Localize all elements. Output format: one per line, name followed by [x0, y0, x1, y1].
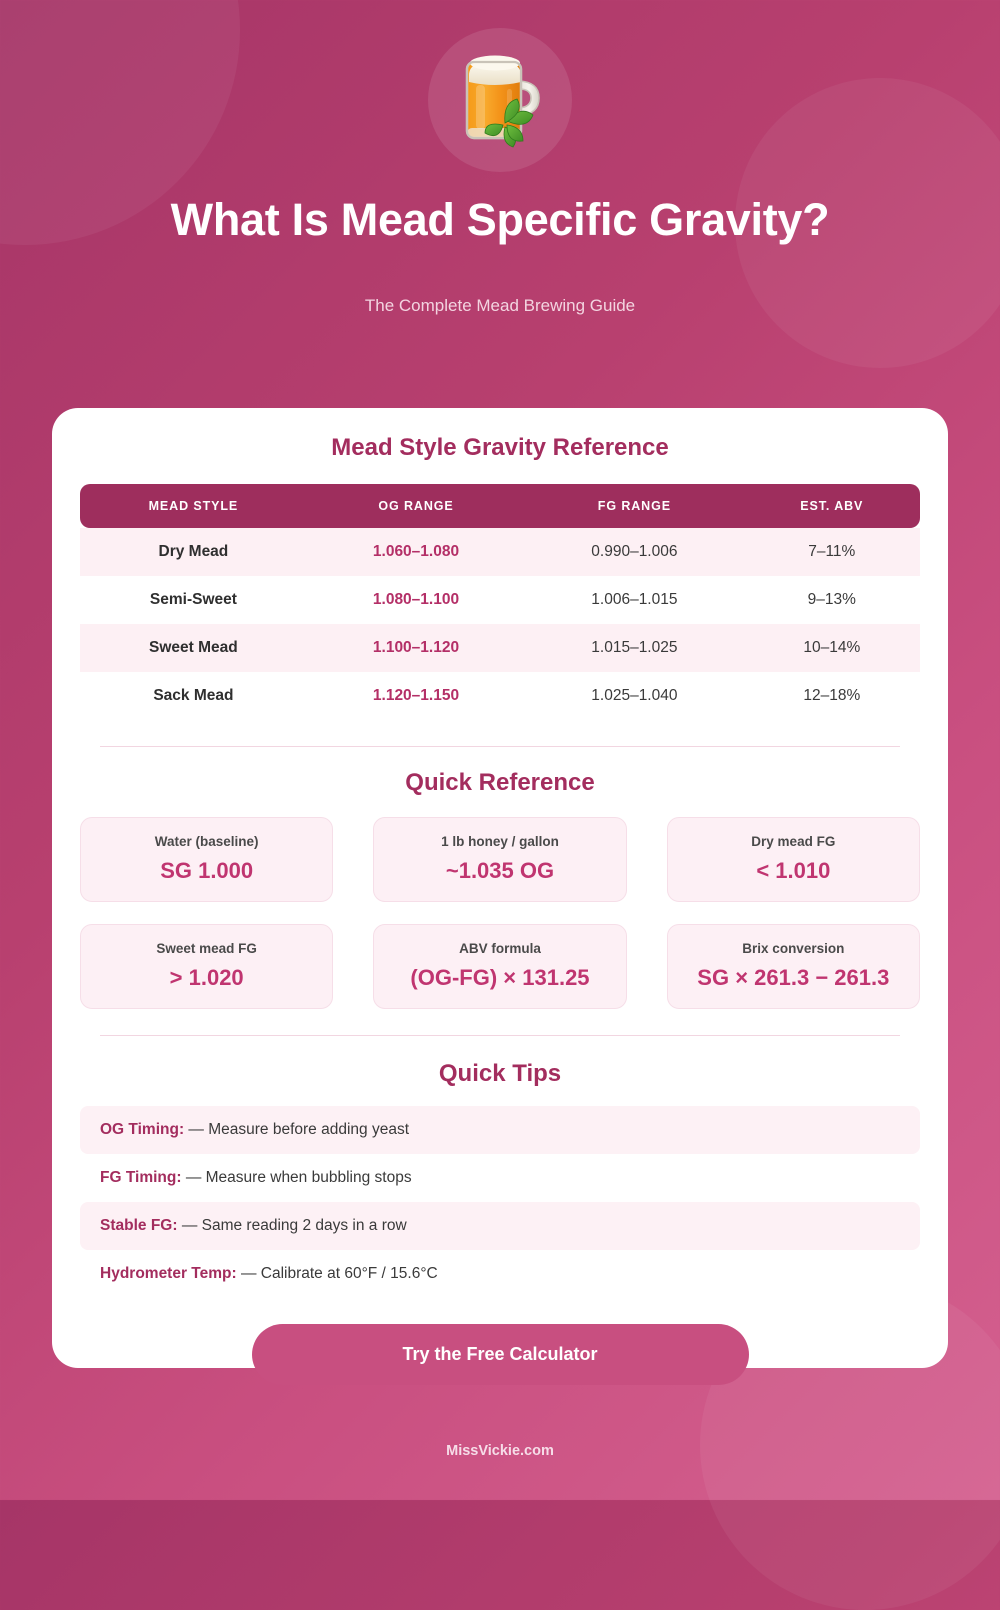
card-value: < 1.010 — [756, 858, 831, 883]
mead-style-gravity-table — [80, 484, 920, 720]
tip-key: FG Timing: — [100, 1169, 182, 1186]
cell-og-range: 1.100–1.120 — [307, 624, 525, 672]
section-divider — [100, 1035, 900, 1036]
quick-reference-card — [80, 817, 333, 902]
cell-est-abv: 7–11% — [744, 528, 920, 576]
card-label: Sweet mead FG — [156, 941, 257, 956]
card-value: (OG-FG) × 131.25 — [410, 965, 590, 990]
quick-reference-card — [373, 817, 626, 902]
cell-og-range: 1.120–1.150 — [372, 687, 460, 704]
cell-est-abv: 10–14% — [744, 624, 920, 672]
column-header-mead-style: MEAD STYLE — [80, 484, 307, 528]
quick-reference-card — [80, 924, 333, 1009]
card-value: > 1.020 — [169, 965, 244, 990]
table-row — [80, 528, 920, 576]
tip-key: OG Timing: — [100, 1121, 185, 1138]
page-title: What Is Mead Specific Gravity? — [170, 194, 830, 245]
quick-reference-card — [667, 924, 920, 1009]
page-subtitle: The Complete Mead Brewing Guide — [364, 295, 636, 315]
card-value: SG × 261.3 − 261.3 — [697, 965, 890, 990]
card-label: Brix conversion — [742, 941, 845, 956]
table-row — [80, 672, 920, 720]
tip-key: Stable FG: — [100, 1217, 178, 1234]
cell-mead-style: Sweet Mead — [80, 624, 307, 672]
cell-fg-range: 1.015–1.025 — [525, 624, 743, 672]
cell-est-abv: 9–13% — [807, 591, 856, 608]
card-value: SG 1.000 — [160, 858, 254, 883]
tip-text: — Measure before adding yeast — [188, 1121, 409, 1138]
card-label: Water (baseline) — [154, 834, 259, 849]
column-header-est-abv: EST. ABV — [744, 484, 920, 528]
quick-reference-title: Quick Reference — [405, 769, 595, 796]
header — [0, 0, 1000, 316]
card-label: ABV formula — [459, 941, 541, 956]
tip-row — [80, 1250, 920, 1298]
quick-tips-title: Quick Tips — [438, 1060, 562, 1087]
cta-container — [52, 1324, 948, 1385]
icon-badge — [428, 28, 572, 172]
cell-og-range: 1.080–1.100 — [372, 591, 460, 608]
table-row — [80, 576, 920, 624]
table-row — [80, 624, 920, 672]
cell-mead-style: Sack Mead — [153, 687, 234, 704]
footer-site-name: MissVickie.com — [446, 1443, 554, 1459]
tip-row — [80, 1154, 920, 1202]
quick-reference-card — [667, 817, 920, 902]
tip-key: Hydrometer Temp: — [100, 1265, 237, 1282]
cell-og-range: 1.060–1.080 — [307, 528, 525, 576]
card-value: ~1.035 OG — [445, 858, 555, 883]
tip-text: — Same reading 2 days in a row — [181, 1217, 407, 1234]
cell-fg-range: 1.006–1.015 — [591, 591, 678, 608]
quick-reference-card — [373, 924, 626, 1009]
section-divider — [100, 746, 900, 747]
tip-row — [80, 1202, 920, 1250]
cell-est-abv: 12–18% — [803, 687, 861, 704]
try-free-calculator-button[interactable]: Try the Free Calculator — [252, 1324, 749, 1385]
quick-reference-grid — [80, 817, 920, 1009]
column-header-og-range: OG RANGE — [307, 484, 525, 528]
cell-fg-range: 1.025–1.040 — [591, 687, 678, 704]
tip-text: — Measure when bubbling stops — [185, 1169, 412, 1186]
cell-fg-range: 0.990–1.006 — [525, 528, 743, 576]
main-content-card — [52, 408, 948, 1368]
tip-text: — Calibrate at 60°F / 15.6°C — [240, 1265, 438, 1282]
table-header-row — [80, 484, 920, 528]
table-section-title: Mead Style Gravity Reference — [331, 434, 669, 461]
cell-mead-style: Dry Mead — [80, 528, 307, 576]
cell-mead-style: Semi-Sweet — [149, 591, 237, 608]
card-label: 1 lb honey / gallon — [441, 834, 559, 849]
quick-tips-list — [80, 1106, 920, 1298]
card-label: Dry mead FG — [751, 834, 836, 849]
beer-mug-with-herb-icon — [445, 45, 555, 155]
column-header-fg-range: FG RANGE — [525, 484, 743, 528]
tip-row — [80, 1106, 920, 1154]
